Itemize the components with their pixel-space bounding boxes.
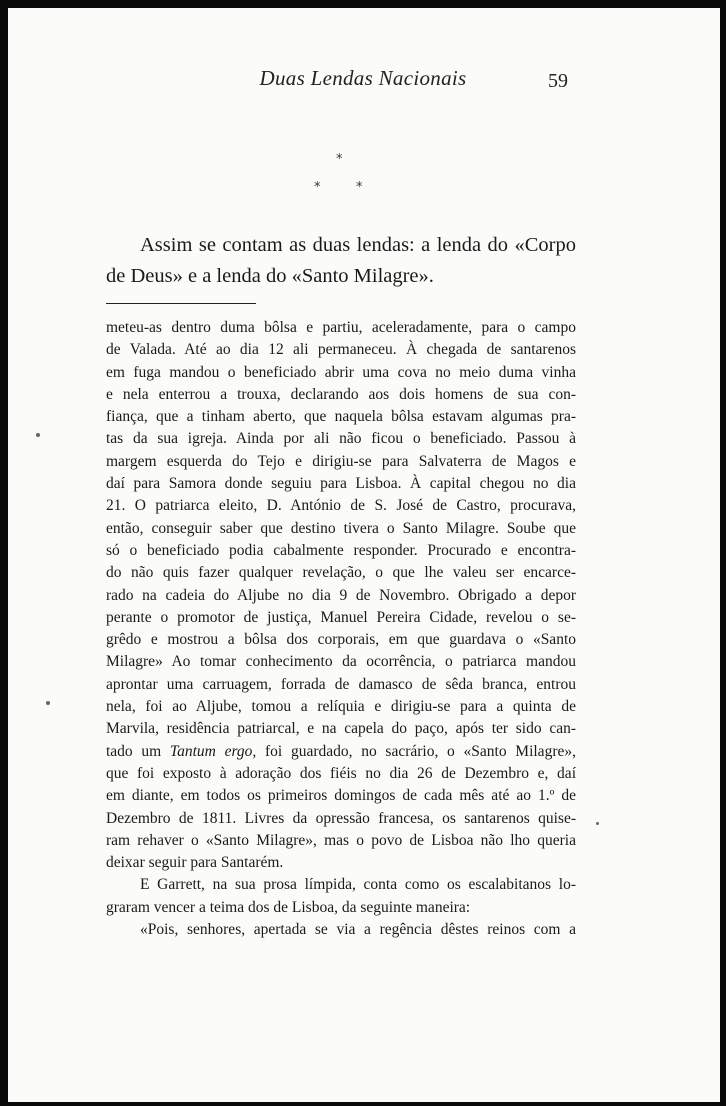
main-paragraph: Assim se contam as duas lendas: a lenda do «Corpo de Deus» e a lenda do «Santo Milagre».: [106, 234, 576, 287]
footnote-line: de Valada. Até ao dia 12 ali permaneceu. À chegada de santarenos: [106, 341, 576, 359]
footnote-line: 21. O patriarca eleito, D. António de S. José de Castro, procurava,: [106, 497, 576, 515]
footnote-line: margem esquerda do Tejo e dirigiu-se para Salvaterra de Magos e: [106, 452, 576, 470]
footnote-line: e nela enterrou a trouxa, declarando aos dois homens de sua con-: [106, 385, 576, 403]
footnote-line: fiança, que a tinham aberto, que naquela bôlsa estavam algumas pra-: [106, 408, 576, 426]
footnote-line: E Garrett, na sua prosa límpida, conta como os escalabitanos lo-: [140, 876, 576, 894]
scan-speck: [36, 433, 40, 437]
footnote-line: graram vencer a teima dos de Lisboa, da seguinte maneira:: [106, 898, 471, 916]
footnote-line: daí para Samora donde seguiu para Lisboa. À capital chegou no dia: [106, 475, 576, 493]
scan-speck: [596, 822, 599, 825]
footnote-line: então, conseguir saber que destino tivera o Santo Milagre. Soube que: [106, 519, 576, 537]
footnote-line: «Pois, senhores, apertada se via a regência dêstes reinos com a: [140, 921, 576, 939]
footnote-line: ram rehaver o «Santo Milagre», mas o povo de Lisboa não lho queria: [106, 831, 576, 849]
footnote-line: Milagre» Ao tomar conhecimento da ocorrência, o patriarca mandou: [106, 653, 576, 671]
running-header-title: Duas Lendas Nacionais: [259, 66, 467, 90]
footnote-block: [106, 317, 576, 941]
footnote-line: perante o promotor de justiça, Manuel Pereira Cidade, revelou o se-: [106, 608, 576, 626]
asterism-left-star: *: [314, 180, 321, 195]
footnote-line: rado na cadeia do Aljube no dia 9 de Novembro. Obrigado a depor: [106, 586, 576, 604]
footnote-line: aprontar uma carruagem, forrada de damasco de sêda branca, entrou: [106, 675, 576, 693]
scan-speck: [46, 701, 50, 705]
page-number: 59: [548, 70, 568, 92]
asterism-right-star: *: [356, 180, 363, 195]
footnote-line: nela, foi ao Aljube, tomou a relíquia e dirigiu-se para a quinta de: [106, 698, 576, 716]
footnote-line: em diante, em todos os primeiros domingos de cada mês até ao 1.º de: [106, 787, 576, 805]
footnote-line: grêdo e mostrou a bôlsa dos corporais, em que guardava o «Santo: [106, 631, 576, 649]
footnote-separator-rule: [106, 303, 256, 304]
italic-latin-phrase: Tantum ergo,: [169, 742, 257, 760]
footnote-line: Dezembro de 1811. Livres da opressão francesa, os santarenos quise-: [106, 809, 576, 827]
asterism-top-star: *: [336, 152, 343, 167]
footnote-line: tas da sua igreja. Ainda por ali não ficou o beneficiado. Passou à: [106, 430, 576, 448]
footnote-line: só o beneficiado podia cabalmente responder. Procurado e encontra-: [106, 541, 576, 559]
footnote-line: do não quis fazer qualquer revelação, o que lhe valeu ser encarce-: [106, 564, 576, 582]
footnote-line: meteu-as dentro duma bôlsa e partiu, aceleradamente, para o campo: [106, 319, 576, 336]
footnote-line: deixar seguir para Santarém.: [106, 854, 284, 872]
footnote-line: em fuga mandou o beneficiado abrir uma cova no meio duma vinha: [106, 363, 576, 381]
footnote-line: que foi exposto à adoração dos fiéis no dia 26 de Dezembro e, daí: [106, 764, 576, 782]
footnote-line: tado um Tantum ergo, foi guardado, no sacrário, o «Santo Milagre»,: [106, 742, 576, 760]
footnote-line: Marvila, residência patriarcal, e na capela do paço, após ter sido can-: [106, 720, 576, 738]
